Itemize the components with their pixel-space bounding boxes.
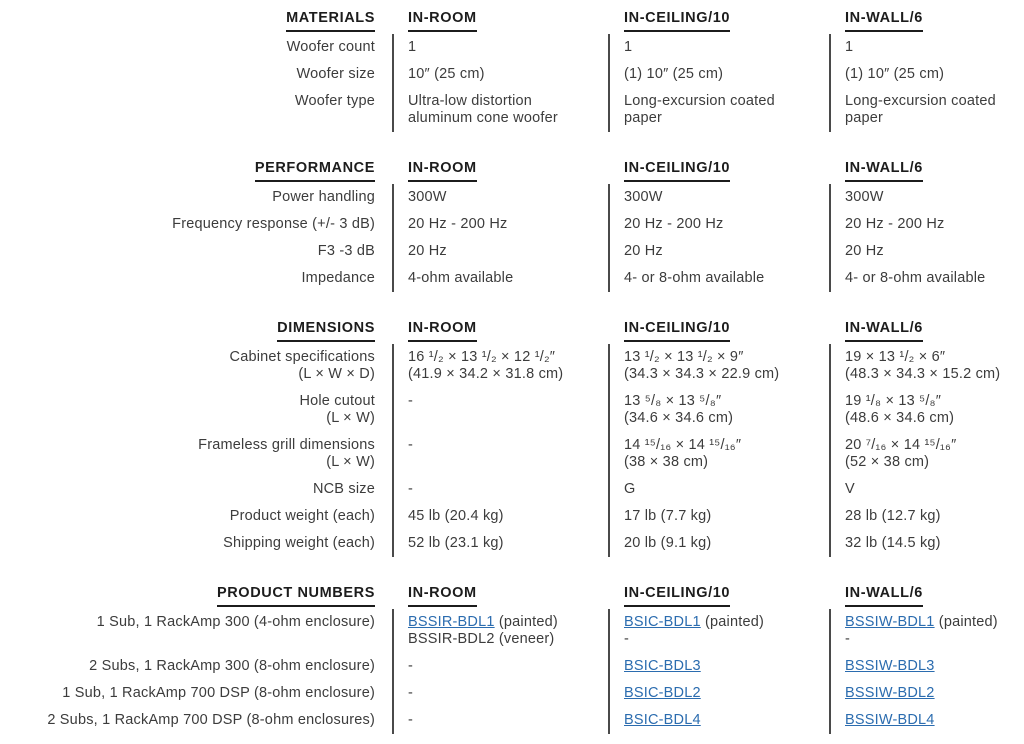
section-materials [0, 10, 1024, 132]
product-number-suffix: (painted) [700, 614, 765, 630]
spec-value-in-wall-6: 1 [829, 34, 1024, 61]
spec-value-in-wall-6: 32 lb (14.5 kg) [829, 530, 1024, 557]
section-title: PRODUCT NUMBERS [217, 585, 375, 607]
spec-value-in-ceiling-10: 4- or 8-ohm available [608, 265, 829, 292]
column-header-in-ceiling-10: IN-CEILING/10 [624, 585, 730, 607]
column-header-cell-in-wall-6 [829, 160, 1024, 184]
spec-value-in-wall-6: 20 Hz [829, 238, 1024, 265]
section-header-cell [0, 10, 392, 34]
column-header-cell-in-ceiling-10 [608, 320, 829, 344]
section-product-numbers [0, 585, 1024, 734]
column-header-in-ceiling-10: IN-CEILING/10 [624, 10, 730, 32]
spec-value-in-ceiling-10: 300W [608, 184, 829, 211]
spec-value-in-ceiling-10 [608, 653, 829, 680]
spec-value-in-ceiling-10: G [608, 476, 829, 503]
section-title: PERFORMANCE [255, 160, 375, 182]
row-label: Product weight (each) [229, 508, 375, 524]
section-title: DIMENSIONS [277, 320, 375, 342]
row-label: Woofer count [286, 39, 375, 55]
column-header-cell-in-wall-6 [829, 10, 1024, 34]
column-header-in-wall-6: IN-WALL/6 [845, 10, 923, 32]
spec-value-in-ceiling-10: 13 ⁵/₈ × 13 ⁵/₈″ (34.6 × 34.6 cm) [608, 388, 829, 432]
row-label: Woofer size [296, 66, 375, 82]
spec-value-in-room: - [392, 707, 608, 734]
section-header-cell [0, 160, 392, 184]
section-title: MATERIALS [286, 10, 375, 32]
column-header-in-ceiling-10: IN-CEILING/10 [624, 160, 730, 182]
row-label: Frameless grill dimensions (L × W) [198, 437, 375, 470]
spec-value-in-wall-6: BSSIW-BDL1 (painted) - [829, 609, 1024, 653]
column-header-cell-in-room [392, 585, 608, 609]
spec-value-in-ceiling-10: 20 Hz [608, 238, 829, 265]
spec-value-in-wall-6: 19 × 13 ¹/₂ × 6″ (48.3 × 34.3 × 15.2 cm) [829, 344, 1024, 388]
product-number-link-bssiw-bdl3[interactable]: BSSIW-BDL3 [845, 658, 935, 674]
spec-value-in-room: 1 [392, 34, 608, 61]
row-label: 2 Subs, 1 RackAmp 700 DSP (8-ohm enclosures) [47, 712, 375, 728]
spec-value-in-wall-6: (1) 10″ (25 cm) [829, 61, 1024, 88]
product-number-link-bsic-bdl1[interactable]: BSIC-BDL1 [624, 614, 701, 630]
spec-value-in-ceiling-10: (1) 10″ (25 cm) [608, 61, 829, 88]
row-label: 2 Subs, 1 RackAmp 300 (8-ohm enclosure) [89, 658, 375, 674]
spec-value-in-room: Ultra-low distortion aluminum cone woofer [392, 88, 608, 132]
spec-value-in-room: - [392, 432, 608, 476]
column-header-in-wall-6: IN-WALL/6 [845, 585, 923, 607]
spec-value-in-room: 10″ (25 cm) [392, 61, 608, 88]
column-header-in-room: IN-ROOM [408, 160, 477, 182]
section-header-cell [0, 320, 392, 344]
row-label: Shipping weight (each) [223, 535, 375, 551]
spec-value-in-wall-6: 19 ¹/₈ × 13 ⁵/₈″ (48.6 × 34.6 cm) [829, 388, 1024, 432]
spec-value-in-room: BSSIR-BDL1 (painted) BSSIR-BDL2 (veneer) [392, 609, 608, 653]
spec-value-in-wall-6: Long-excursion coated paper [829, 88, 1024, 132]
product-number-link-bssiw-bdl1[interactable]: BSSIW-BDL1 [845, 614, 935, 630]
spec-value-in-wall-6: 20 ⁷/₁₆ × 14 ¹⁵/₁₆″ (52 × 38 cm) [829, 432, 1024, 476]
spec-value-in-room: 52 lb (23.1 kg) [392, 530, 608, 557]
spec-value-in-wall-6: 4- or 8-ohm available [829, 265, 1024, 292]
spec-value-in-room: 45 lb (20.4 kg) [392, 503, 608, 530]
spec-value-in-ceiling-10: 17 lb (7.7 kg) [608, 503, 829, 530]
row-label: Impedance [301, 270, 375, 286]
column-header-cell-in-wall-6 [829, 320, 1024, 344]
column-header-in-wall-6: IN-WALL/6 [845, 160, 923, 182]
spec-value-in-room: 20 Hz - 200 Hz [392, 211, 608, 238]
column-header-in-room: IN-ROOM [408, 320, 477, 342]
product-number-suffix: (painted) [934, 614, 998, 630]
spec-value-in-room: 300W [392, 184, 608, 211]
row-label: Frequency response (+/- 3 dB) [172, 216, 375, 232]
column-header-cell-in-wall-6 [829, 585, 1024, 609]
spec-table [0, 10, 1024, 734]
spec-value-in-ceiling-10: 20 lb (9.1 kg) [608, 530, 829, 557]
spec-value-in-wall-6 [829, 707, 1024, 734]
spec-value-in-wall-6: 28 lb (12.7 kg) [829, 503, 1024, 530]
section-dimensions [0, 320, 1024, 557]
product-number-link-bssiw-bdl4[interactable]: BSSIW-BDL4 [845, 712, 935, 728]
row-label: NCB size [312, 481, 375, 497]
column-header-cell-in-ceiling-10 [608, 10, 829, 34]
spec-value-in-wall-6: 20 Hz - 200 Hz [829, 211, 1024, 238]
product-number-link-bssir-bdl1[interactable]: BSSIR-BDL1 [408, 614, 495, 630]
spec-value-in-wall-6: 300W [829, 184, 1024, 211]
column-header-cell-in-room [392, 10, 608, 34]
row-label: Woofer type [294, 93, 375, 109]
row-label: Power handling [272, 189, 375, 205]
product-number-suffix: (painted) [494, 614, 558, 630]
row-label: Hole cutout (L × W) [299, 393, 375, 426]
spec-value-in-ceiling-10: BSIC-BDL1 (painted) - [608, 609, 829, 653]
product-number-link-bsic-bdl4[interactable]: BSIC-BDL4 [624, 712, 701, 728]
spec-value-in-ceiling-10 [608, 680, 829, 707]
column-header-in-room: IN-ROOM [408, 10, 477, 32]
row-label: Cabinet specifications (L × W × D) [229, 349, 375, 382]
spec-value-in-room: - [392, 476, 608, 503]
spec-value-in-wall-6 [829, 680, 1024, 707]
spec-value-in-ceiling-10: 20 Hz - 200 Hz [608, 211, 829, 238]
column-header-in-wall-6: IN-WALL/6 [845, 320, 923, 342]
spec-value-in-ceiling-10 [608, 707, 829, 734]
column-header-cell-in-ceiling-10 [608, 160, 829, 184]
spec-value-in-room: 16 ¹/₂ × 13 ¹/₂ × 12 ¹/₂″ (41.9 × 34.2 × 31.8 cm) [392, 344, 608, 388]
row-label: 1 Sub, 1 RackAmp 700 DSP (8-ohm enclosure) [62, 685, 375, 701]
section-performance [0, 160, 1024, 292]
spec-value-in-room: 20 Hz [392, 238, 608, 265]
row-label: F3 -3 dB [317, 243, 375, 259]
spec-value-in-room: 4-ohm available [392, 265, 608, 292]
column-header-cell-in-room [392, 320, 608, 344]
column-header-in-ceiling-10: IN-CEILING/10 [624, 320, 730, 342]
product-number-link-bssiw-bdl2[interactable]: BSSIW-BDL2 [845, 685, 935, 701]
spec-value-in-wall-6: V [829, 476, 1024, 503]
spec-value-in-room: - [392, 680, 608, 707]
section-header-cell [0, 585, 392, 609]
column-header-in-room: IN-ROOM [408, 585, 477, 607]
row-label: 1 Sub, 1 RackAmp 300 (4-ohm enclosure) [96, 614, 375, 630]
column-header-cell-in-room [392, 160, 608, 184]
spec-value-in-ceiling-10: Long-excursion coated paper [608, 88, 829, 132]
spec-value-in-room: - [392, 653, 608, 680]
spec-value-in-room: - [392, 388, 608, 432]
column-header-cell-in-ceiling-10 [608, 585, 829, 609]
product-number-link-bsic-bdl3[interactable]: BSIC-BDL3 [624, 658, 701, 674]
spec-value-in-ceiling-10: 1 [608, 34, 829, 61]
product-number-link-bsic-bdl2[interactable]: BSIC-BDL2 [624, 685, 701, 701]
spec-value-in-ceiling-10: 13 ¹/₂ × 13 ¹/₂ × 9″ (34.3 × 34.3 × 22.9 cm) [608, 344, 829, 388]
spec-value-in-ceiling-10: 14 ¹⁵/₁₆ × 14 ¹⁵/₁₆″ (38 × 38 cm) [608, 432, 829, 476]
spec-value-in-wall-6 [829, 653, 1024, 680]
